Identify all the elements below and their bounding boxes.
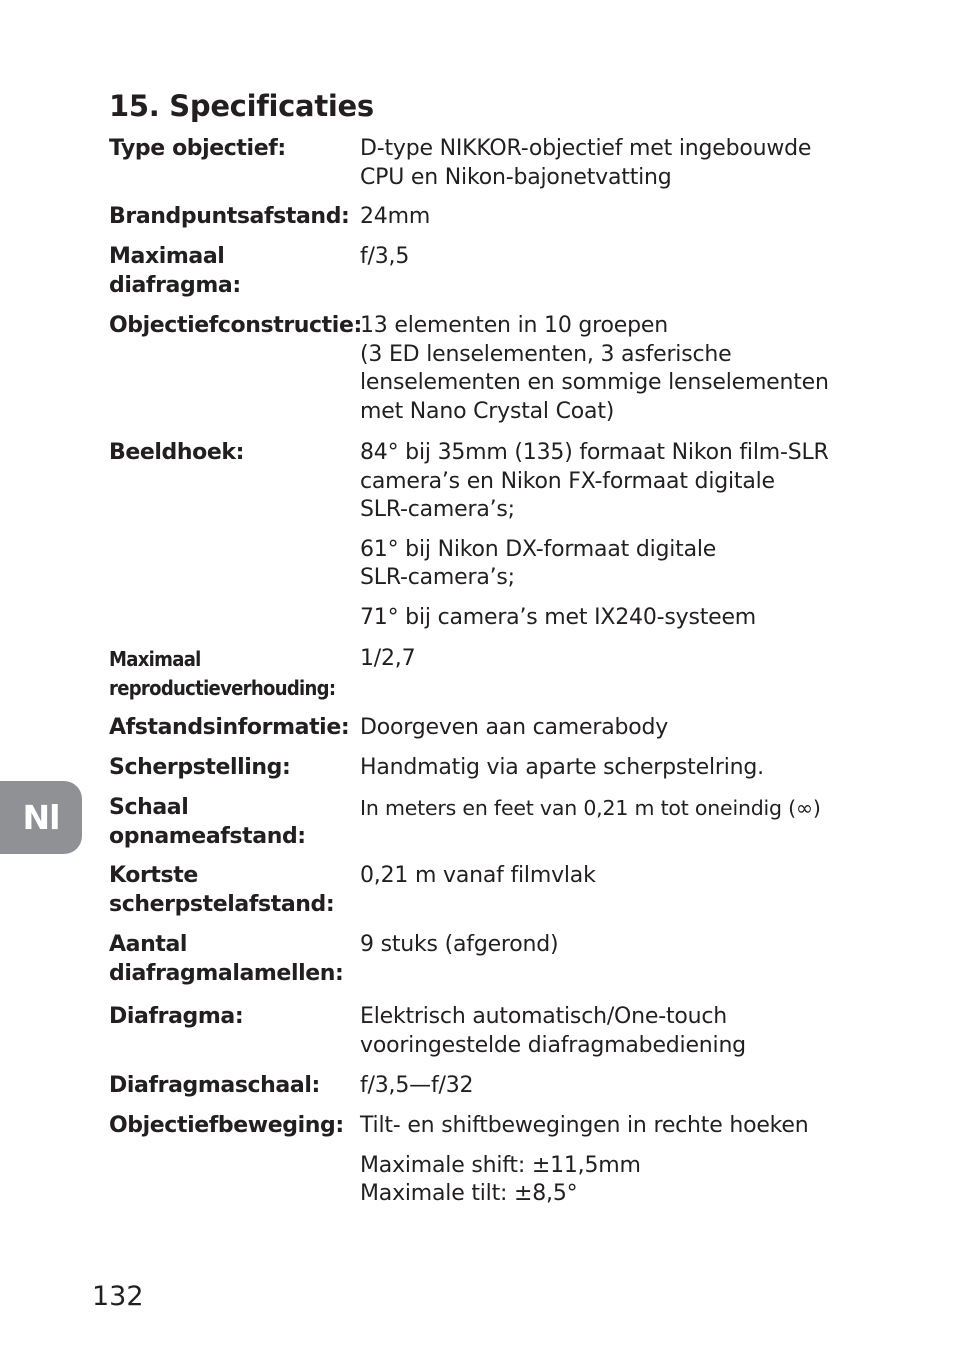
spec-label-line: Aantal [109,932,188,957]
spec-value-paragraph [360,312,850,426]
spec-value-line: Doorgeven aan camerabody [360,715,669,740]
spec-value-paragraph [360,1112,850,1141]
spec-value-paragraph [360,1003,850,1060]
spec-value-paragraph [360,714,850,743]
spec-label-line: Objectiefbeweging: [109,1113,344,1138]
spec-label-line: Maximaal [109,647,201,671]
spec-value-line: 61° bij Nikon DX-formaat digitale [360,536,717,562]
language-tab [0,781,82,854]
spec-label [109,645,336,702]
spec-value-paragraph [360,536,850,593]
spec-value [360,1072,850,1101]
spec-value [360,931,850,960]
spec-label [109,931,354,988]
spec-label [109,243,354,300]
spec-label-line: Maximaal [109,244,225,269]
spec-value-line: (3 ED lenselementen, 3 asferische [360,341,732,367]
spec-label-line: Beeldhoek: [109,440,245,465]
spec-value-line: vooringestelde diafragmabediening [360,1032,746,1058]
spec-label [109,1112,354,1141]
spec-label-line: Schaal [109,795,189,820]
spec-value-line: Maximale shift: ±11,5mm [360,1152,641,1178]
spec-label [109,714,354,743]
spec-value-line: Elektrisch automatisch/One-touch [360,1004,728,1029]
spec-value-line: 13 elementen in 10 groepen [360,313,668,338]
spec-label-line: reproductieverhouding: [109,675,336,700]
spec-value-paragraph [360,135,850,192]
spec-value-paragraph [360,645,850,674]
language-tab-label: Nl [22,798,60,837]
spec-label-line: Brandpuntsafstand: [109,204,350,229]
spec-value-line: Tilt- en shiftbewegingen in rechte hoeken [360,1113,809,1138]
spec-label [109,1072,354,1101]
spec-label-line: Diafragmaschaal: [109,1073,320,1098]
spec-value-paragraph [360,862,850,891]
spec-value-paragraph [360,604,850,633]
spec-value-line: CPU en Nikon-bajonetvatting [360,164,672,190]
spec-label [109,1003,354,1032]
spec-label [109,312,362,341]
spec-value-line: 84° bij 35mm (135) formaat Nikon film-SLR [360,440,829,465]
spec-label [109,135,354,164]
spec-value-paragraph [360,794,850,823]
spec-value-line: 0,21 m vanaf filmvlak [360,863,596,888]
spec-label-line: Kortste [109,863,198,888]
spec-value [360,645,850,674]
spec-label [109,794,354,851]
spec-value-line: 1/2,7 [360,646,416,671]
spec-value-line: In meters en feet van 0,21 m tot oneindig (∞) [360,796,821,820]
spec-value-line: Handmatig via aparte scherpstelring. [360,755,764,780]
spec-label [109,754,354,783]
spec-label-line: Type objectief: [109,136,286,161]
spec-value [360,794,850,823]
spec-value-line: met Nano Crystal Coat) [360,398,615,424]
spec-label [109,203,354,232]
spec-value [360,862,850,891]
spec-value-paragraph [360,1152,850,1209]
spec-value [360,312,850,426]
spec-label-line: diafragma: [109,272,241,298]
spec-value-line: SLR-camera’s; [360,565,515,590]
spec-value [360,439,850,632]
page-title: 15. Specificaties [109,89,374,123]
spec-value-line: lenselementen en sommige lenselementen [360,370,829,395]
spec-value-paragraph [360,203,850,232]
spec-label [109,862,354,919]
spec-value-paragraph [360,243,850,272]
spec-value-line: D-type NIKKOR-objectief met ingebouwde [360,136,812,161]
spec-label [109,439,354,468]
spec-value-paragraph [360,931,850,960]
spec-value [360,754,850,783]
spec-value-line: 24mm [360,204,431,229]
spec-value [360,243,850,272]
page-number: 132 [92,1281,144,1312]
spec-value-line: SLR-camera’s; [360,497,515,522]
spec-value-line: camera’s en Nikon FX-formaat digitale [360,468,775,494]
spec-value [360,1003,850,1060]
spec-label-line: diafragmalamellen: [109,960,344,986]
spec-label-line: Afstandsinformatie: [109,715,350,740]
spec-value-paragraph [360,754,850,783]
spec-label-line: Objectiefconstructie: [109,313,362,338]
spec-value-line: Maximale tilt: ±8,5° [360,1181,578,1206]
spec-value [360,135,850,192]
spec-value-line: f/3,5—f/32 [360,1073,474,1098]
spec-value-line: 71° bij camera’s met IX240-systeem [360,604,757,630]
spec-label-line: scherpstelafstand: [109,891,335,917]
spec-label-line: Diafragma: [109,1004,244,1029]
spec-value [360,1112,850,1209]
spec-value [360,714,850,743]
spec-value-line: 9 stuks (afgerond) [360,932,559,957]
spec-value-paragraph [360,1072,850,1101]
spec-value [360,203,850,232]
spec-label-line: opnameafstand: [109,823,306,849]
spec-value-paragraph [360,439,850,525]
spec-label-line: Scherpstelling: [109,755,291,780]
spec-value-line: f/3,5 [360,244,410,269]
